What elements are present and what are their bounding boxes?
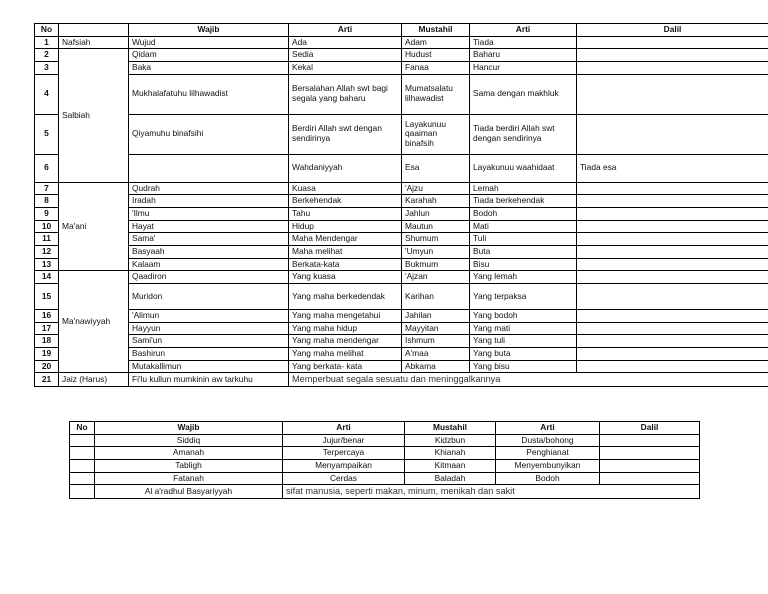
row-no: 10 (35, 220, 59, 233)
arti2-cell: Bisu (470, 258, 577, 271)
dalil-cell (577, 195, 768, 208)
arti-cell: Maha Mendengar (289, 233, 402, 246)
dalil-cell (577, 61, 768, 74)
mustahil-cell: Layakunuu waahidaat (470, 154, 577, 182)
arti-cell: Yang maha mendengar (289, 335, 402, 348)
wajib-cell: Kalaam (129, 258, 289, 271)
mustahil-cell: Hudust (402, 49, 470, 62)
arti-cell: Jujur/benar (283, 434, 405, 447)
row-no: 12 (35, 245, 59, 258)
arti-cell: Yang berkata- kata (289, 360, 402, 373)
arti-cell: Tahu (289, 207, 402, 220)
dalil-cell (577, 245, 768, 258)
row-no: 16 (35, 309, 59, 322)
dalil-cell (577, 49, 768, 62)
table-row (70, 434, 700, 447)
arti2-cell: Mati (470, 220, 577, 233)
arti2-cell: Tuli (470, 233, 577, 246)
table-row (35, 309, 768, 322)
wajib-cell: Basyaah (129, 245, 289, 258)
arti2-cell: Penghianat (496, 447, 600, 460)
header-arti: Arti (289, 24, 402, 37)
dalil-cell (577, 322, 768, 335)
arti2-cell: Yang bodoh (470, 309, 577, 322)
mustahil-cell: Bukmum (402, 258, 470, 271)
wajib-cell: Al a'radhul Basyariyyah (95, 485, 283, 499)
row-no: 5 (35, 114, 59, 154)
sifat-rasul-table (69, 421, 700, 499)
table-row (35, 271, 768, 284)
wajib-cell: Fatanah (95, 472, 283, 485)
header-mustahil: Mustahil (402, 24, 470, 37)
row-no: 1 (35, 36, 59, 49)
dalil-cell (577, 335, 768, 348)
arti-cell: Kuasa (289, 182, 402, 195)
wajib-cell: Baka (129, 61, 289, 74)
mustahil-cell: Abkama (402, 360, 470, 373)
row-no: 6 (35, 154, 59, 182)
table-row (35, 154, 768, 182)
table-header-row (35, 24, 768, 37)
arti-cell: Yang maha melihat (289, 347, 402, 360)
row-no: 13 (35, 258, 59, 271)
arti-cell: Berkehendak (289, 195, 402, 208)
wajib-cell: Sami'un (129, 335, 289, 348)
arti2-cell: Hancur (470, 61, 577, 74)
arti-cell: Esa (402, 154, 470, 182)
header-dalil: Dalil (577, 24, 768, 37)
mustahil-cell: 'Umyun (402, 245, 470, 258)
arti2-cell: Yang tuli (470, 335, 577, 348)
dalil-cell (577, 182, 768, 195)
table-row (35, 220, 768, 233)
arti2-cell: Yang mati (470, 322, 577, 335)
dalil-cell (600, 459, 700, 472)
arti-cell: Terpercaya (283, 447, 405, 460)
arti-cell: Cerdas (283, 472, 405, 485)
arti2-cell: Lemah (470, 182, 577, 195)
table-row (35, 360, 768, 373)
arti2-cell: Tiada esa (577, 154, 768, 182)
wajib-cell: Siddiq (95, 434, 283, 447)
table-row (35, 182, 768, 195)
row-no: 19 (35, 347, 59, 360)
row-no (70, 434, 95, 447)
arti-cell: Kekal (289, 61, 402, 74)
row-no (70, 447, 95, 460)
group-cell: Nafsiah (59, 36, 129, 49)
wajib-cell: Bashirun (129, 347, 289, 360)
arti2-cell: Bodoh (496, 472, 600, 485)
wajib-cell: Wujud (129, 36, 289, 49)
dalil-cell (600, 434, 700, 447)
dalil-cell (600, 447, 700, 460)
table-row (35, 283, 768, 309)
arti2-cell: Tiada berkehendak (470, 195, 577, 208)
table-row (70, 447, 700, 460)
header-wajib: Wajib (129, 24, 289, 37)
table-row (35, 114, 768, 154)
dalil-cell (577, 360, 768, 373)
wajib-cell: Amanah (95, 447, 283, 460)
wajib-cell: Fi'lu kullun mumkinin aw tarkuhu (129, 373, 289, 387)
row-no: 7 (35, 182, 59, 195)
wajib-cell: Wahdaniyyah (289, 154, 402, 182)
row-no: 20 (35, 360, 59, 373)
arti2-cell: Sama dengan makhluk (470, 74, 577, 114)
table-row (35, 61, 768, 74)
row-no: 17 (35, 322, 59, 335)
wajib-cell: Iradah (129, 195, 289, 208)
dalil-cell (577, 347, 768, 360)
dalil-cell (577, 207, 768, 220)
wajib-cell: Tabligh (95, 459, 283, 472)
arti-cell: sifat manusia, seperti makan, minum, menikah dan sakit (283, 485, 700, 499)
mustahil-cell: Adam (402, 36, 470, 49)
dalil-cell (577, 258, 768, 271)
arti-cell: Menyampaikan (283, 459, 405, 472)
arti2-cell: Yang buta (470, 347, 577, 360)
wajib-cell: Qudrah (129, 182, 289, 195)
mustahil-cell: Jahlun (402, 207, 470, 220)
arti2-cell: Tiada (470, 36, 577, 49)
table-row (35, 258, 768, 271)
arti-cell: Maha melihat (289, 245, 402, 258)
arti-cell: Berkata-kata (289, 258, 402, 271)
mustahil-cell: A'maa (402, 347, 470, 360)
header-no: No (35, 24, 59, 37)
row-no: 8 (35, 195, 59, 208)
dalil-cell (577, 309, 768, 322)
dalil-cell (577, 283, 768, 309)
table-row (35, 335, 768, 348)
mustahil-cell: Layakunuu qaaiman binafsih (402, 114, 470, 154)
table-row (35, 49, 768, 62)
group-cell: Ma'nawiyyah (59, 271, 129, 373)
mustahil-cell: Kidzbun (405, 434, 496, 447)
row-no: 4 (35, 74, 59, 114)
row-no (70, 472, 95, 485)
table-row (35, 36, 768, 49)
wajib-cell: Sama' (129, 233, 289, 246)
table-row (35, 207, 768, 220)
wajib-cell: Muridon (129, 283, 289, 309)
dalil-cell (600, 472, 700, 485)
header-arti: Arti (283, 422, 405, 435)
arti-cell: Berdiri Allah swt dengan sendirinya (289, 114, 402, 154)
dalil-cell (577, 114, 768, 154)
row-no: 18 (35, 335, 59, 348)
wajib-cell: Hayat (129, 220, 289, 233)
mustahil-cell: 'Ajzu (402, 182, 470, 195)
row-no: 14 (35, 271, 59, 284)
arti2-cell: Tiada berdiri Allah swt dengan sendirinya (470, 114, 577, 154)
arti-cell: Yang maha hidup (289, 322, 402, 335)
arti-cell: Ada (289, 36, 402, 49)
wajib-cell: Mukhalafatuhu lilhawadist (129, 74, 289, 114)
wajib-cell: Hayyun (129, 322, 289, 335)
wajib-cell: Mutakallimun (129, 360, 289, 373)
arti-cell: Yang kuasa (289, 271, 402, 284)
header-no: No (70, 422, 95, 435)
row-no: 3 (35, 61, 59, 74)
mustahil-cell: 'Ajzan (402, 271, 470, 284)
dalil-cell (577, 220, 768, 233)
header-wajib: Wajib (95, 422, 283, 435)
wajib-cell: Qaadiron (129, 271, 289, 284)
group-cell-empty (129, 154, 289, 182)
sifat-allah-table (34, 23, 768, 387)
header-mustahil: Mustahil (405, 422, 496, 435)
wajib-cell: 'Alimun (129, 309, 289, 322)
row-no (70, 485, 95, 499)
mustahil-cell: Fanaa (402, 61, 470, 74)
table-row (35, 322, 768, 335)
mustahil-cell: Mayyitan (402, 322, 470, 335)
header-arti-2: Arti (496, 422, 600, 435)
table-row (35, 195, 768, 208)
dalil-cell (577, 36, 768, 49)
row-no (70, 459, 95, 472)
table-row (35, 245, 768, 258)
arti-cell: Hidup (289, 220, 402, 233)
table-row (70, 459, 700, 472)
arti2-cell: Dusta/bohong (496, 434, 600, 447)
dalil-cell (577, 74, 768, 114)
row-no: 2 (35, 49, 59, 62)
row-no: 15 (35, 283, 59, 309)
table-row (35, 233, 768, 246)
mustahil-cell: Karahah (402, 195, 470, 208)
header-dalil: Dalil (600, 422, 700, 435)
wajib-cell: Qiyamuhu binafsihi (129, 114, 289, 154)
mustahil-cell: Mautun (402, 220, 470, 233)
mustahil-cell: Kitmaan (405, 459, 496, 472)
group-cell: Ma'ani (59, 182, 129, 271)
arti-cell: Sedia (289, 49, 402, 62)
row-no: 11 (35, 233, 59, 246)
table-row (35, 373, 768, 387)
arti-cell: Memperbuat segala sesuatu dan meninggalkannya (289, 373, 768, 387)
table-header-row (70, 422, 700, 435)
dalil-cell (577, 271, 768, 284)
arti2-cell: Buta (470, 245, 577, 258)
mustahil-cell: Baladah (405, 472, 496, 485)
table-row (35, 347, 768, 360)
header-group (59, 24, 129, 37)
arti2-cell: Yang bisu (470, 360, 577, 373)
arti-cell: Yang maha mengetahui (289, 309, 402, 322)
mustahil-cell: Karihan (402, 283, 470, 309)
arti2-cell: Menyembunyikan (496, 459, 600, 472)
arti-cell: Bersalahan Allah swt bagi segala yang baharu (289, 74, 402, 114)
group-cell: Salbiah (59, 49, 129, 182)
mustahil-cell: Ishmum (402, 335, 470, 348)
header-arti-2: Arti (470, 24, 577, 37)
mustahil-cell: Mumatsalatu lilhawadist (402, 74, 470, 114)
arti-cell: Yang maha berkedendak (289, 283, 402, 309)
arti2-cell: Yang terpaksa (470, 283, 577, 309)
arti2-cell: Baharu (470, 49, 577, 62)
mustahil-cell: Khianah (405, 447, 496, 460)
mustahil-cell: Jahilan (402, 309, 470, 322)
group-cell: Jaiz (Harus) (59, 373, 129, 387)
row-no: 21 (35, 373, 59, 387)
arti2-cell: Bodoh (470, 207, 577, 220)
wajib-cell: Qidam (129, 49, 289, 62)
table-row (70, 485, 700, 499)
wajib-cell: 'Ilmu (129, 207, 289, 220)
table-row (35, 74, 768, 114)
row-no: 9 (35, 207, 59, 220)
table-row (70, 472, 700, 485)
arti2-cell: Yang lemah (470, 271, 577, 284)
mustahil-cell: Shumum (402, 233, 470, 246)
dalil-cell (577, 233, 768, 246)
